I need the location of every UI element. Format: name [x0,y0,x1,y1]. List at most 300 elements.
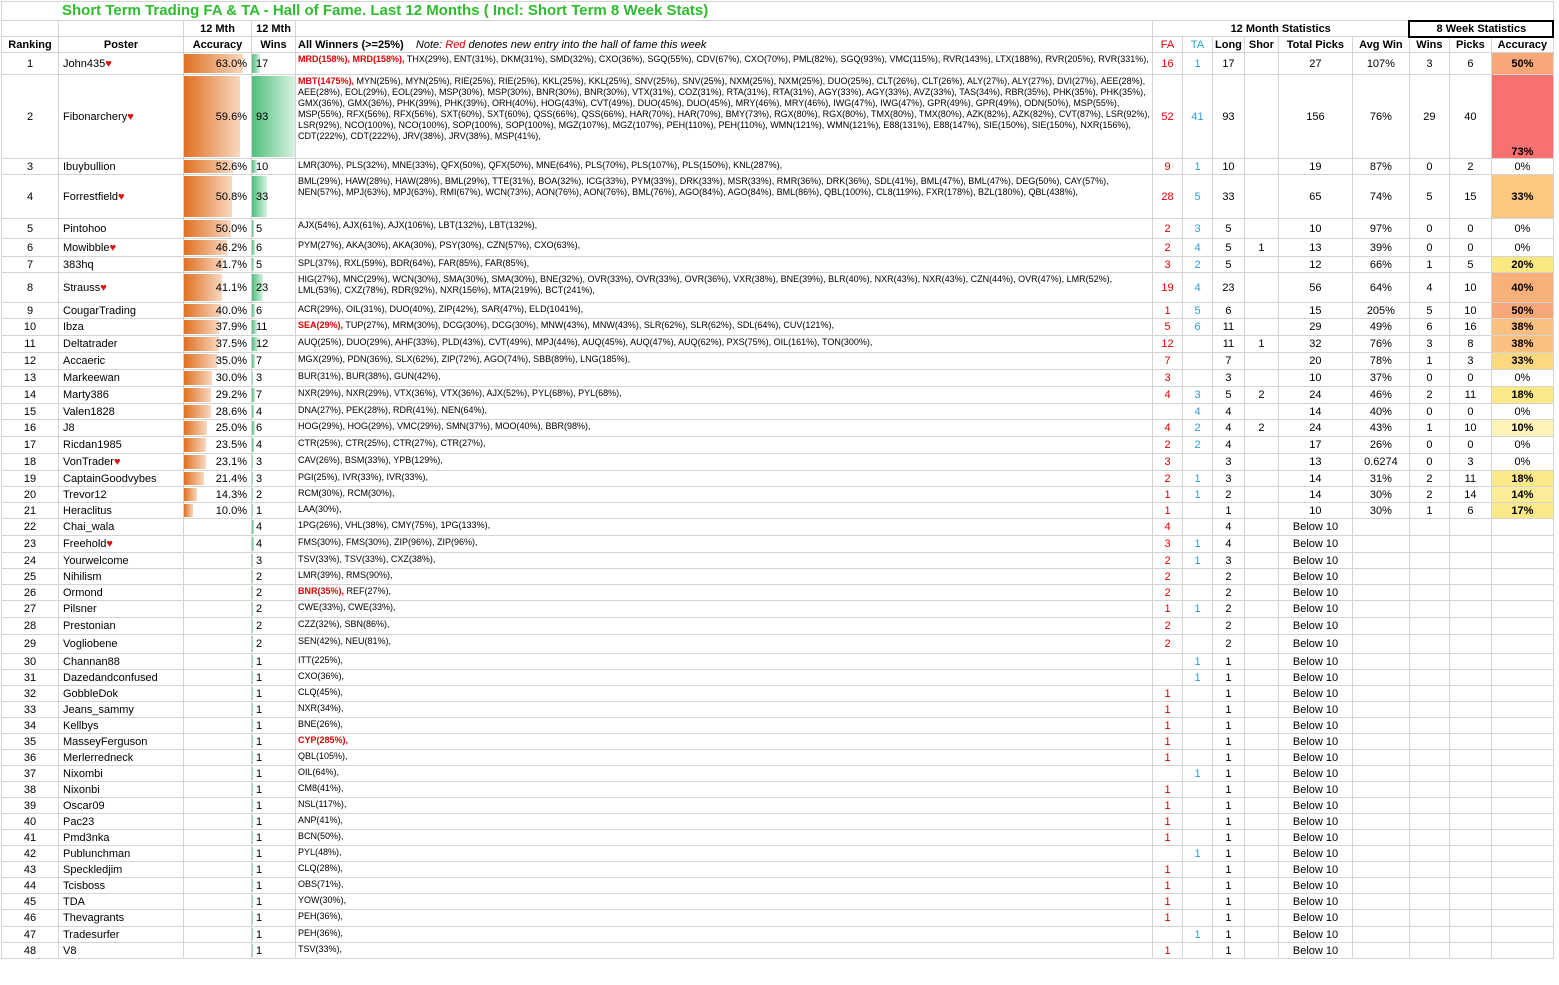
fa-cell[interactable] [1153,766,1183,782]
short-cell[interactable] [1244,553,1278,569]
long-cell[interactable]: 1 [1213,734,1245,750]
poster-cell[interactable] [59,319,184,336]
ta-cell[interactable]: 4 [1183,273,1213,303]
accuracy-cell[interactable] [184,670,252,686]
accuracy-cell[interactable] [184,53,252,75]
accuracy-cell[interactable] [184,878,252,894]
accuracy-cell[interactable] [184,943,252,959]
wins-8wk-cell[interactable] [1409,750,1449,766]
wins-8wk-cell[interactable] [1409,635,1449,654]
poster-cell[interactable] [59,471,184,487]
total-picks-cell[interactable]: Below 10 [1278,635,1352,654]
total-picks-cell[interactable]: Below 10 [1278,943,1352,959]
long-cell[interactable]: 2 [1213,569,1245,585]
ta-cell[interactable] [1183,503,1213,519]
long-cell[interactable]: 1 [1213,750,1245,766]
all-winners-cell[interactable] [296,894,1153,910]
accuracy-8wk-cell[interactable] [1491,618,1553,635]
long-cell[interactable]: 2 [1213,487,1245,503]
poster-cell[interactable] [59,454,184,471]
all-winners-cell[interactable] [296,437,1153,454]
accuracy-8wk-cell[interactable]: 33% [1491,353,1553,370]
wins-8wk-cell[interactable] [1409,782,1449,798]
wins-8wk-cell[interactable] [1409,654,1449,670]
accuracy-cell[interactable] [184,782,252,798]
wins-cell[interactable] [252,319,296,336]
short-cell[interactable]: 2 [1244,420,1278,437]
ranking-cell[interactable]: 16 [2,420,59,437]
total-picks-cell[interactable]: Below 10 [1278,846,1352,862]
wins-8wk-cell[interactable]: 2 [1409,487,1449,503]
picks-8wk-cell[interactable]: 2 [1449,159,1491,175]
short-cell[interactable] [1244,702,1278,718]
poster-cell[interactable] [59,830,184,846]
wins-cell[interactable] [252,519,296,536]
avg-win-cell[interactable]: 43% [1352,420,1409,437]
all-winners-cell[interactable] [296,927,1153,943]
total-picks-cell[interactable]: Below 10 [1278,814,1352,830]
long-cell[interactable]: 1 [1213,503,1245,519]
accuracy-cell[interactable] [184,798,252,814]
accuracy-8wk-cell[interactable] [1491,862,1553,878]
wins-8wk-cell[interactable] [1409,702,1449,718]
all-winners-cell[interactable] [296,654,1153,670]
all-winners-cell[interactable] [296,670,1153,686]
short-cell[interactable] [1244,519,1278,536]
accuracy-cell[interactable] [184,370,252,387]
accuracy-cell[interactable] [184,319,252,336]
all-winners-cell[interactable] [296,635,1153,654]
long-cell[interactable]: 11 [1213,336,1245,353]
accuracy-cell[interactable] [184,75,252,159]
avg-win-cell[interactable]: 30% [1352,487,1409,503]
wins-8wk-cell[interactable]: 1 [1409,353,1449,370]
ta-cell[interactable]: 1 [1183,766,1213,782]
picks-8wk-cell[interactable] [1449,766,1491,782]
fa-cell[interactable]: 2 [1153,585,1183,601]
wins-8wk-cell[interactable]: 5 [1409,303,1449,319]
accuracy-8wk-cell[interactable]: 0% [1491,437,1553,454]
accuracy-cell[interactable] [184,635,252,654]
short-cell[interactable] [1244,814,1278,830]
poster-cell[interactable] [59,814,184,830]
accuracy-8wk-cell[interactable] [1491,846,1553,862]
wins-8wk-cell[interactable] [1409,798,1449,814]
wins-cell[interactable] [252,370,296,387]
long-cell[interactable]: 3 [1213,471,1245,487]
long-cell[interactable]: 1 [1213,910,1245,927]
poster-cell[interactable] [59,75,184,159]
picks-8wk-cell[interactable] [1449,618,1491,635]
wins-cell[interactable] [252,159,296,175]
accuracy-cell[interactable] [184,910,252,927]
poster-cell[interactable] [59,273,184,303]
fa-cell[interactable]: 1 [1153,878,1183,894]
all-winners-cell[interactable] [296,353,1153,370]
accuracy-8wk-cell[interactable]: 0% [1491,370,1553,387]
wins-8wk-cell[interactable] [1409,927,1449,943]
wins-8wk-cell[interactable] [1409,862,1449,878]
wins-cell[interactable] [252,175,296,219]
accuracy-8wk-cell[interactable] [1491,830,1553,846]
poster-cell[interactable] [59,670,184,686]
short-cell[interactable] [1244,894,1278,910]
fa-cell[interactable]: 1 [1153,718,1183,734]
ta-cell[interactable] [1183,618,1213,635]
short-cell[interactable] [1244,503,1278,519]
picks-8wk-cell[interactable]: 6 [1449,53,1491,75]
poster-cell[interactable] [59,654,184,670]
fa-cell[interactable]: 2 [1153,569,1183,585]
fa-cell[interactable]: 1 [1153,814,1183,830]
accuracy-8wk-cell[interactable] [1491,670,1553,686]
fa-cell[interactable]: 3 [1153,454,1183,471]
long-cell[interactable]: 1 [1213,814,1245,830]
accuracy-cell[interactable] [184,454,252,471]
total-picks-cell[interactable]: Below 10 [1278,569,1352,585]
accuracy-cell[interactable] [184,927,252,943]
poster-cell[interactable] [59,894,184,910]
picks-8wk-cell[interactable] [1449,910,1491,927]
accuracy-8wk-cell[interactable]: 0% [1491,454,1553,471]
picks-8wk-cell[interactable]: 0 [1449,437,1491,454]
short-cell[interactable] [1244,635,1278,654]
ranking-cell[interactable]: 41 [2,830,59,846]
wins-cell[interactable] [252,894,296,910]
poster-cell[interactable] [59,53,184,75]
accuracy-8wk-cell[interactable]: 10% [1491,420,1553,437]
avg-win-cell[interactable] [1352,927,1409,943]
wins-8wk-cell[interactable]: 3 [1409,336,1449,353]
ta-cell[interactable]: 3 [1183,387,1213,404]
all-winners-cell[interactable] [296,734,1153,750]
avg-win-cell[interactable] [1352,782,1409,798]
all-winners-cell[interactable] [296,846,1153,862]
ta-cell[interactable]: 5 [1183,175,1213,219]
fa-cell[interactable] [1153,846,1183,862]
avg-win-cell[interactable]: 37% [1352,370,1409,387]
all-winners-cell[interactable] [296,878,1153,894]
avg-win-cell[interactable] [1352,846,1409,862]
poster-cell[interactable] [59,862,184,878]
wins-8wk-cell[interactable]: 0 [1409,370,1449,387]
ranking-cell[interactable]: 14 [2,387,59,404]
picks-8wk-cell[interactable] [1449,686,1491,702]
total-picks-cell[interactable]: Below 10 [1278,553,1352,569]
wins-8wk-cell[interactable]: 2 [1409,471,1449,487]
long-cell[interactable]: 5 [1213,239,1245,257]
accuracy-8wk-cell[interactable]: 0% [1491,239,1553,257]
accuracy-cell[interactable] [184,766,252,782]
fa-cell[interactable]: 4 [1153,519,1183,536]
accuracy-8wk-cell[interactable] [1491,798,1553,814]
ranking-cell[interactable]: 47 [2,927,59,943]
picks-8wk-cell[interactable] [1449,670,1491,686]
ranking-cell[interactable]: 1 [2,53,59,75]
long-cell[interactable]: 7 [1213,353,1245,370]
picks-8wk-cell[interactable] [1449,585,1491,601]
wins-cell[interactable] [252,536,296,553]
long-cell[interactable]: 1 [1213,862,1245,878]
ta-cell[interactable]: 4 [1183,404,1213,420]
fa-cell[interactable]: 52 [1153,75,1183,159]
wins-cell[interactable] [252,943,296,959]
fa-cell[interactable]: 9 [1153,159,1183,175]
fa-cell[interactable]: 1 [1153,734,1183,750]
poster-cell[interactable] [59,387,184,404]
accuracy-8wk-cell[interactable]: 14% [1491,487,1553,503]
fa-cell[interactable]: 7 [1153,353,1183,370]
accuracy-8wk-cell[interactable] [1491,894,1553,910]
wins-cell[interactable] [252,798,296,814]
wins-cell[interactable] [252,910,296,927]
all-winners-cell[interactable] [296,569,1153,585]
avg-win-cell[interactable]: 74% [1352,175,1409,219]
long-cell[interactable]: 1 [1213,927,1245,943]
long-cell[interactable]: 4 [1213,437,1245,454]
avg-win-cell[interactable]: 30% [1352,503,1409,519]
short-cell[interactable] [1244,219,1278,239]
picks-8wk-cell[interactable]: 0 [1449,219,1491,239]
poster-cell[interactable] [59,404,184,420]
long-cell[interactable]: 4 [1213,420,1245,437]
ranking-cell[interactable]: 40 [2,814,59,830]
poster-cell[interactable] [59,750,184,766]
total-picks-cell[interactable]: Below 10 [1278,601,1352,618]
ta-cell[interactable]: 2 [1183,420,1213,437]
picks-8wk-cell[interactable]: 5 [1449,257,1491,273]
poster-cell[interactable] [59,175,184,219]
total-picks-cell[interactable]: 56 [1278,273,1352,303]
wins-8wk-cell[interactable] [1409,814,1449,830]
all-winners-cell[interactable] [296,159,1153,175]
short-cell[interactable]: 1 [1244,239,1278,257]
picks-8wk-cell[interactable] [1449,519,1491,536]
accuracy-cell[interactable] [184,601,252,618]
all-winners-cell[interactable] [296,702,1153,718]
wins-cell[interactable] [252,239,296,257]
all-winners-cell[interactable] [296,782,1153,798]
avg-win-cell[interactable] [1352,635,1409,654]
all-winners-cell[interactable] [296,370,1153,387]
short-cell[interactable] [1244,75,1278,159]
all-winners-cell[interactable] [296,175,1153,219]
fa-cell[interactable]: 4 [1153,387,1183,404]
wins-8wk-cell[interactable]: 3 [1409,53,1449,75]
accuracy-8wk-cell[interactable]: 18% [1491,471,1553,487]
picks-8wk-cell[interactable] [1449,878,1491,894]
short-cell[interactable] [1244,437,1278,454]
wins-cell[interactable] [252,219,296,239]
ta-cell[interactable] [1183,782,1213,798]
short-cell[interactable] [1244,878,1278,894]
ta-cell[interactable] [1183,878,1213,894]
ta-cell[interactable]: 6 [1183,319,1213,336]
accuracy-cell[interactable] [184,618,252,635]
accuracy-8wk-cell[interactable] [1491,750,1553,766]
ranking-cell[interactable]: 33 [2,702,59,718]
all-winners-cell[interactable] [296,862,1153,878]
long-cell[interactable]: 1 [1213,686,1245,702]
accuracy-8wk-cell[interactable] [1491,878,1553,894]
total-picks-cell[interactable]: Below 10 [1278,519,1352,536]
picks-8wk-cell[interactable] [1449,862,1491,878]
long-cell[interactable]: 5 [1213,219,1245,239]
wins-8wk-cell[interactable]: 4 [1409,273,1449,303]
fa-cell[interactable]: 2 [1153,618,1183,635]
all-winners-cell[interactable] [296,319,1153,336]
short-cell[interactable]: 1 [1244,336,1278,353]
short-cell[interactable] [1244,670,1278,686]
all-winners-cell[interactable] [296,943,1153,959]
picks-8wk-cell[interactable] [1449,894,1491,910]
total-picks-cell[interactable]: Below 10 [1278,686,1352,702]
ta-cell[interactable] [1183,734,1213,750]
picks-8wk-cell[interactable]: 10 [1449,273,1491,303]
total-picks-cell[interactable]: 29 [1278,319,1352,336]
fa-cell[interactable]: 4 [1153,420,1183,437]
fa-cell[interactable] [1153,670,1183,686]
ta-cell[interactable] [1183,943,1213,959]
avg-win-cell[interactable] [1352,734,1409,750]
ta-cell[interactable]: 1 [1183,670,1213,686]
accuracy-8wk-cell[interactable] [1491,766,1553,782]
fa-cell[interactable]: 1 [1153,798,1183,814]
fa-cell[interactable]: 1 [1153,943,1183,959]
total-picks-cell[interactable]: 24 [1278,387,1352,404]
short-cell[interactable] [1244,943,1278,959]
short-cell[interactable] [1244,257,1278,273]
ta-cell[interactable] [1183,353,1213,370]
short-cell[interactable] [1244,782,1278,798]
wins-cell[interactable] [252,601,296,618]
picks-8wk-cell[interactable] [1449,943,1491,959]
accuracy-cell[interactable] [184,219,252,239]
fa-cell[interactable]: 1 [1153,702,1183,718]
poster-cell[interactable] [59,257,184,273]
avg-win-cell[interactable]: 205% [1352,303,1409,319]
total-picks-cell[interactable]: Below 10 [1278,862,1352,878]
short-cell[interactable] [1244,686,1278,702]
all-winners-cell[interactable] [296,336,1153,353]
all-winners-cell[interactable] [296,750,1153,766]
ranking-cell[interactable]: 27 [2,601,59,618]
long-cell[interactable]: 23 [1213,273,1245,303]
wins-cell[interactable] [252,702,296,718]
wins-cell[interactable] [252,387,296,404]
long-cell[interactable]: 1 [1213,798,1245,814]
fa-cell[interactable] [1153,654,1183,670]
picks-8wk-cell[interactable] [1449,927,1491,943]
ranking-cell[interactable]: 38 [2,782,59,798]
ranking-cell[interactable]: 8 [2,273,59,303]
short-cell[interactable] [1244,618,1278,635]
accuracy-cell[interactable] [184,387,252,404]
short-cell[interactable] [1244,404,1278,420]
fa-cell[interactable]: 3 [1153,370,1183,387]
ranking-cell[interactable]: 4 [2,175,59,219]
short-cell[interactable] [1244,159,1278,175]
wins-8wk-cell[interactable] [1409,830,1449,846]
accuracy-cell[interactable] [184,894,252,910]
poster-cell[interactable] [59,718,184,734]
poster-cell[interactable] [59,782,184,798]
avg-win-cell[interactable] [1352,702,1409,718]
all-winners-cell[interactable] [296,53,1153,75]
accuracy-cell[interactable] [184,239,252,257]
picks-8wk-cell[interactable] [1449,553,1491,569]
avg-win-cell[interactable]: 40% [1352,404,1409,420]
poster-cell[interactable] [59,536,184,553]
accuracy-cell[interactable] [184,569,252,585]
long-cell[interactable]: 4 [1213,404,1245,420]
fa-cell[interactable]: 28 [1153,175,1183,219]
accuracy-cell[interactable] [184,814,252,830]
poster-cell[interactable] [59,734,184,750]
ranking-cell[interactable]: 26 [2,585,59,601]
ta-cell[interactable] [1183,569,1213,585]
fa-cell[interactable]: 16 [1153,53,1183,75]
total-picks-cell[interactable]: Below 10 [1278,585,1352,601]
all-winners-cell[interactable] [296,454,1153,471]
accuracy-8wk-cell[interactable]: 40% [1491,273,1553,303]
all-winners-cell[interactable] [296,273,1153,303]
fa-cell[interactable]: 1 [1153,894,1183,910]
wins-8wk-cell[interactable]: 1 [1409,503,1449,519]
fa-cell[interactable]: 1 [1153,782,1183,798]
wins-cell[interactable] [252,553,296,569]
wins-cell[interactable] [252,53,296,75]
ta-cell[interactable]: 1 [1183,53,1213,75]
total-picks-cell[interactable]: Below 10 [1278,894,1352,910]
avg-win-cell[interactable] [1352,943,1409,959]
wins-cell[interactable] [252,336,296,353]
ranking-cell[interactable]: 34 [2,718,59,734]
accuracy-8wk-cell[interactable] [1491,585,1553,601]
long-cell[interactable]: 2 [1213,585,1245,601]
total-picks-cell[interactable]: Below 10 [1278,536,1352,553]
fa-cell[interactable]: 1 [1153,303,1183,319]
ranking-cell[interactable]: 17 [2,437,59,454]
total-picks-cell[interactable]: 13 [1278,239,1352,257]
wins-cell[interactable] [252,686,296,702]
total-picks-cell[interactable]: Below 10 [1278,702,1352,718]
wins-8wk-cell[interactable] [1409,846,1449,862]
ranking-cell[interactable]: 39 [2,798,59,814]
avg-win-cell[interactable] [1352,519,1409,536]
avg-win-cell[interactable]: 26% [1352,437,1409,454]
avg-win-cell[interactable] [1352,536,1409,553]
wins-8wk-cell[interactable] [1409,553,1449,569]
ranking-cell[interactable]: 44 [2,878,59,894]
long-cell[interactable]: 5 [1213,257,1245,273]
picks-8wk-cell[interactable]: 16 [1449,319,1491,336]
total-picks-cell[interactable]: 17 [1278,437,1352,454]
ta-cell[interactable]: 1 [1183,553,1213,569]
total-picks-cell[interactable]: 32 [1278,336,1352,353]
short-cell[interactable] [1244,927,1278,943]
wins-cell[interactable] [252,635,296,654]
accuracy-cell[interactable] [184,471,252,487]
short-cell[interactable] [1244,830,1278,846]
picks-8wk-cell[interactable] [1449,734,1491,750]
short-cell[interactable] [1244,750,1278,766]
all-winners-cell[interactable] [296,553,1153,569]
avg-win-cell[interactable] [1352,862,1409,878]
total-picks-cell[interactable]: 10 [1278,370,1352,387]
accuracy-8wk-cell[interactable]: 18% [1491,387,1553,404]
accuracy-8wk-cell[interactable]: 0% [1491,404,1553,420]
